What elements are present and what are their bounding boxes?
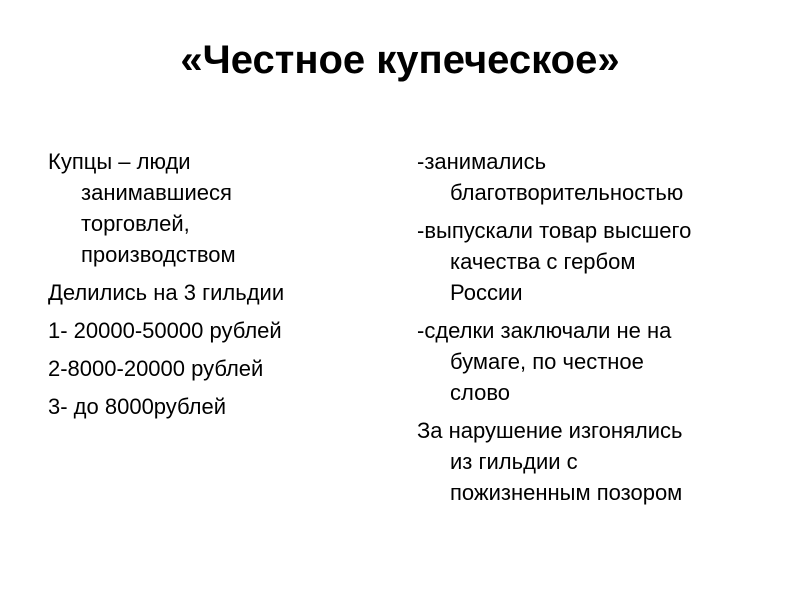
right-paragraph-quality: -выпускали товар высшего качества с гербом России — [417, 218, 692, 305]
right-paragraph-charity: -занимались благотворительностью — [417, 149, 684, 205]
left-paragraph-guild-3: 3- до 8000рублей — [48, 394, 227, 419]
left-paragraph-guilds: Делились на 3 гильдии — [48, 280, 285, 305]
right-column — [417, 146, 762, 515]
left-paragraph-guild-2: 2-8000-20000 рублей — [48, 356, 264, 381]
left-paragraph-guild-1: 1- 20000-50000 рублей — [48, 318, 282, 343]
slide-title: «Честное купеческое» — [180, 38, 620, 82]
left-column — [48, 146, 368, 429]
left-paragraph-merchants: Купцы – люди занимавшиеся торговлей, производством — [48, 149, 236, 267]
right-paragraph-honest-word: -сделки заключали не на бумаге, по честное слово — [417, 318, 672, 405]
right-paragraph-expulsion: За нарушение изгонялись из гильдии с пожизненным позором — [417, 418, 683, 505]
